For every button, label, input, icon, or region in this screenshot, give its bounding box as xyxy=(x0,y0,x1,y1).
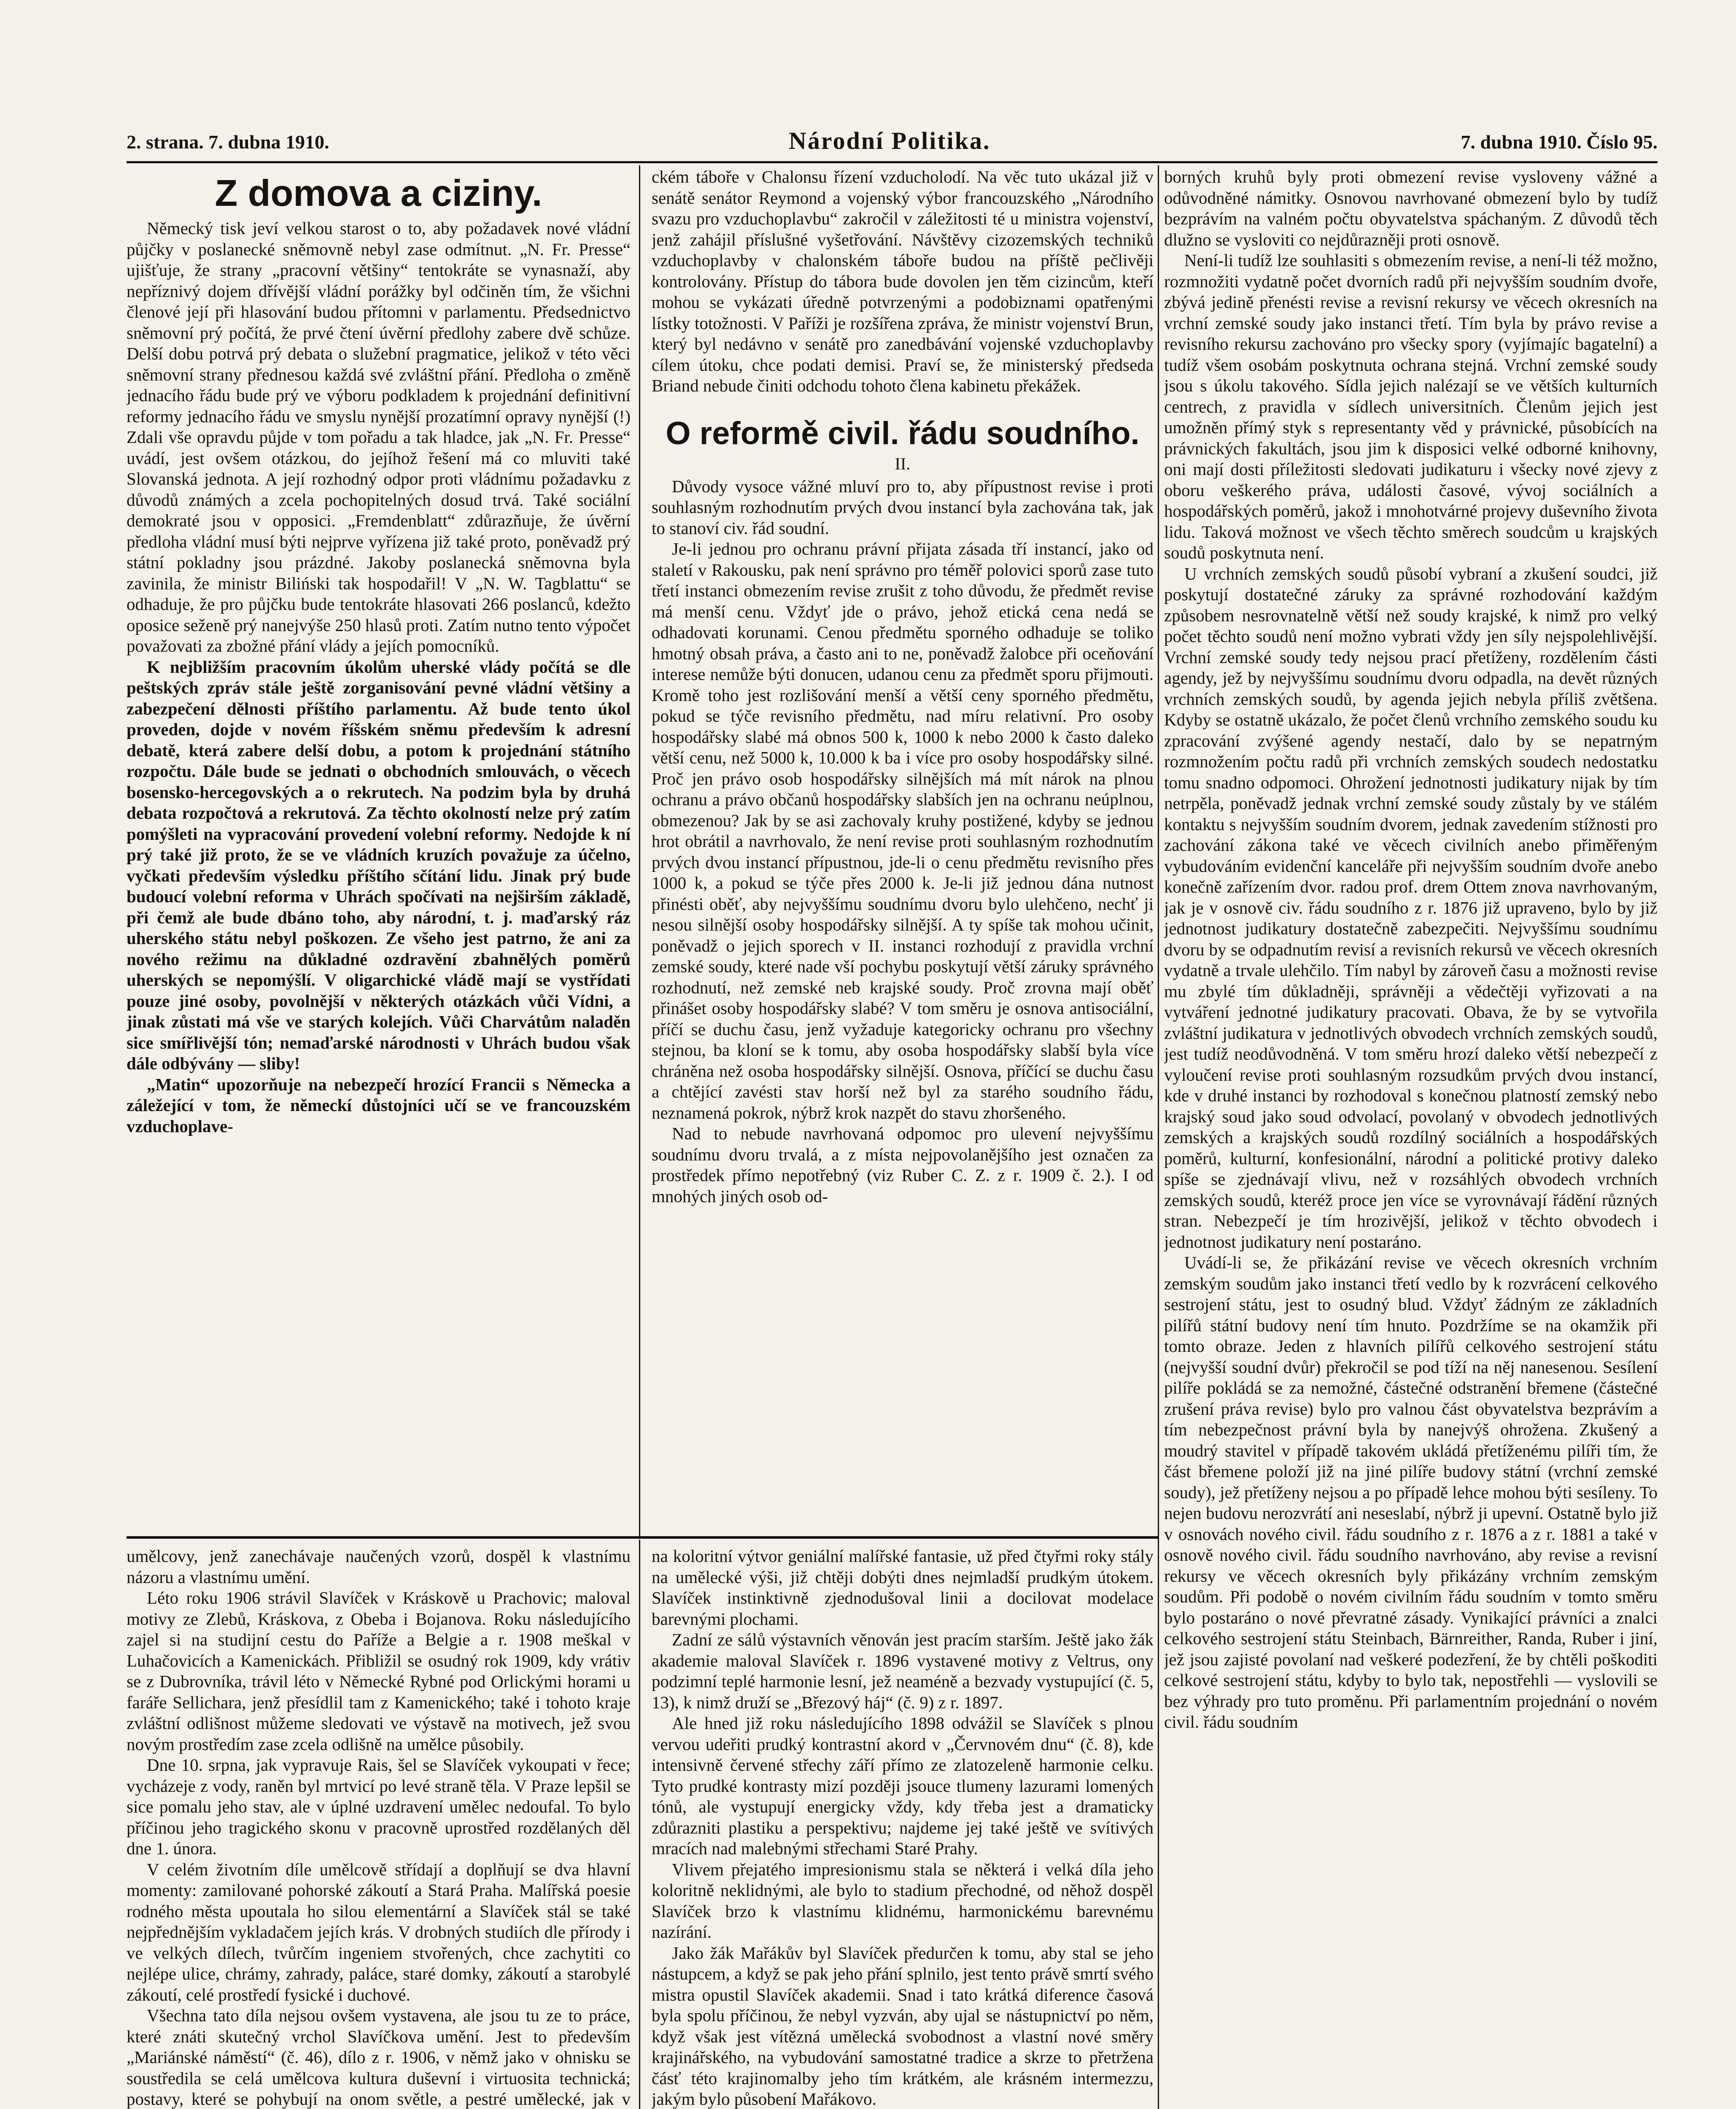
feuilleton-paragraph: Léto roku 1906 strávil Slavíček v Kráskově u Prachovic; maloval motivy ze Zlebů, Kráskova, z Obeba i Bojanova. Roku následujícího zajel si na studijní cestu do Paříže a Belgie a r. 1908 meškal v Luhačovicích a Kamenickách. Přibližil se osudný rok 1909, kdy vrátiv se z Dubrovníka, trávil léto v Německé Rybné pod Orlickými horami u faráře Sellichara, jenž přesídlil tam z Kamenického; také i tohoto kraje zvláštní odlišnost můžeme sledovati ve výstavě na motivech, jež svou novým prostředím zase zcela odlišně na umělce působily. xyxy=(127,1588,631,1754)
article-paragraph: Uvádí-li se, že přikázání revise ve věcech okresních vrchním zemským soudům jako instanci třetí vedlo by k rozvrácení celkového sestrojení státu, jest to osudný blud. Vždyť žádným ze základních pilířů státní budovy není tím hnuto. Pozdržíme se na okamžik při tomto obraze. Jeden z hlavních pilířů celkového sestrojení státu (nejvyšší soudní dvůr) překročil se pod tíží na něj nanesenou. Sesílení pilíře pokládá se za nemožné, částečné odstranění břemene (částečné zrušení práva revise) bylo pro valnou část obyvatelstva bezprávím a tím nebezpečnost právní byla by nanejvýš ohrožena. Zkušený a moudrý stavitel v případě takovém ukládá přetíženému pilíři tím, že část břemene položí již na jiné pilíře budovy státní (vrchní zemské soudy), jež přetíženy nejsou a po případě lehce mohou býti sesíleny. To nejen budovu nerozvrátí ani neseslabí, nýbrž ji upevní. Ostatně bylo již v osnovách nového civil. řádu soudního z r. 1876 a z r. 1881 a také v osnově nového civil. řádu soudního navrhováno, aby revise a revisní rekursy ve věcech okresních byly přikázány vrchním zemským soudům. Při podobě o novém civilním řádu soudním v tomto směru bylo postaráno o nové převratné zásady. Vynikající právníci a znalci celkového sestrojení státu Steinbach, Bärnreither, Randa, Ruber i jiní, jež jsou zajisté povolaní nad veškeré podezření, že by chtěli poškoditi celkové sestrojení státu, kdyby to bylo tak, nepostřehli — vyslovili se bez výhrady pro tuto proměnu. Při parlamentním projednání o novém civil. řádu soudním xyxy=(1164,1253,1658,1731)
feuilleton-paragraph: Dne 10. srpna, jak vypravuje Rais, šel se Slavíček vykoupati v řece; vycházeje z vody, raněn byl mrtvicí po levé straně těla. V Praze lepšil se sice pomalu jeho stav, ale v úplné uzdravení umělec nedoufal. To bylo příčinou jeho tragického skonu v pracovně uprostřed rozdělaných děl dne 1. února. xyxy=(127,1755,631,1858)
article-paragraph: ckém táboře v Chalonsu řízení vzducholodí. Na věc tuto ukázal již v senátě senátor Reymond a vojenský výbor francouzského „Národního svazu pro vzduchoplavbu“ zakročil v záležitosti té u ministra vojenství, jenž zahájil příslušné vyšetřování. Návštěvy cizozemských techniků vzduchoplavby v chalonském táboře budou na příště pečlivěji kontrolovány. Přístup do tábora bude dovolen jen těm cizincům, kteří mohou se vykázati úředně potvrzenými a podobiznami opatřenými lístky totožnosti. V Paříži je rozšířena zpráva, že ministr vojenství Brun, který byl nedávno v senátě pro zanedbávání vojenské vzduchoplavby cílem útoku, chce podati demisi. Praví se, že ministerský předseda Briand nebude činiti odchodu tohoto člena kabinetu překážek. xyxy=(652,167,1154,395)
section-headline: Z domova a ciziny. xyxy=(215,172,542,214)
article-paragraph: Není-li tudíž lze souhlasiti s obmezením revise, a není-li též možno, rozmnožiti vydatně počet dvorních radů při nejvyšším soudním dvoře, zbývá jedině přenésti revise a revisní rekursy ve věcech okresních na vrchní zemské soudy jako instanci třetí. Tím byla by právo revise a revisního rekursu zachováno pro všecky spory (vyjímajíc bagatelní) a tudíž všem osobám poskytnuta ochrana stejná. Vrchní zemské soudy jsou s úkolu takového. Sídla jejich nalézají se ve větších kulturních centrech, z pravidla v sídlech universitních. Členům jejich jest umožněn přímý styk s representanty věd y právnické, působících na právnických fakultách, jsou jim k disposici velké odborné knihovny, oni mají dosti příležitosti sledovati judikaturu i všecky nové zjevy z oboru veškerého práva, události časové, vývoj sociálních a hospodářských poměrů, jakož i mnohotvárné projevy duševního života lidu. Taková možnost ve všech těchto směrech soudcům u krajských soudů poskytnuta není. xyxy=(1164,251,1658,562)
article-paragraph: borných kruhů byly proti obmezení revise vysloveny vážné a odůvodněné námitky. Osnovou navrhované obmezení bylo by tudíž bezprávím na valném počtu obyvatelstva spáchaným. Z důvodů těch dlužno se vysloviti co nejdůrazněji proti osnově. xyxy=(1164,167,1658,249)
feuilleton-paragraph: V celém životním díle umělcově střídají a doplňují se dva hlavní momenty: zamilované pohorské zákoutí a Stará Praha. Malířská poesie rodného města upoutala ho silou elementární a Slavíček stál se také nejpřednějším vykladačem jejích krás. V drobných studiích dle přírody i ve velkých dílech, tvůrčím ingeniem stvořených, chce zachytiti co nejlépe ulice, chrámy, zahrady, paláce, staré domky, zákoutí a starobylé zákoutí, celé prostředí fysické i duchové. xyxy=(127,1859,631,2004)
article-paragraph: K nejbližším pracovním úkolům uherské vlády počítá se dle peštských zpráv stále ještě zorganisování pevné vládní většiny a zabezpečení dělnosti příštího parlamentu. Až bude tento úkol proveden, dojde v novém říšském sněmu především k adresní debatě, která zabere delší dobu, a potom k projednání státního rozpočtu. Dále bude se jednati o obchodních smlouvách, o věcech bosensko-hercegovských a o rekrutech. Na podzim byla by druhá debata rozpočtová a rekrutová. Za těchto okolností nelze prý zatím pomýšleti na vypracování provedení volební reformy. Nedojde k ní prý také již proto, že se ve vládních kruzích považuje za účelno, vyčkati především výsledku příštího sčítání lidu. Jinak prý bude budoucí volební reforma v Uhrách spočívati na nejširším základě, při čemž ale bude dbáno toho, aby národní, t. j. maďarský ráz uherského státu nebyl poškozen. Ze všeho jest patrno, že ani za nového režimu na důkladné ozdravění zbahnělých poměrů uherských se nepomýšlí. V oligarchické vládě mají se vystřídati pouze jiné osoby, povolnější v některých otázkách vůči Vídni, a jinak zůstati má vše ve starých kolejích. Vůči Charvátům naladěn sice smířlivější tón; nemaďarské národnosti v Uhrách budou však dále odbývány — sliby! xyxy=(127,657,631,1073)
feuilleton-rule xyxy=(127,1536,1158,1539)
header-date-and-issue: 7. dubna 1910. Číslo 95. xyxy=(1461,131,1658,153)
column-1 xyxy=(127,167,631,1525)
header-rule xyxy=(127,161,1658,163)
header-page-and-date: 2. strana. 7. dubna 1910. xyxy=(127,131,329,153)
article-paragraph: Je-li jednou pro ochranu právní přijata zásada tří instancí, jako od staletí v Rakousku, pak není správno pro téměř polovici sporů zase tuto třetí instanci obmezením revise zrušit z toho důvodu, že předmět revise má menší cenu. Vždyť jde o právo, jehož etická cena nedá se odhadovati korunami. Cenou předmětu sporného odhaduje se toliko hmotný obsah práva, a často ani to ne, poněvadž žalobce při oceňování interese nemůže býti donucen, udanou cenu za předmět sporu přijmouti. Kromě toho jest rozlišování menší a větší ceny sporného předmětu, pokud se týče revisního předmětu, nad míru relativní. Pro osoby hospodářsky slabé má obnos 500 k, 1000 k nebo 2000 k často daleko větší cenu, než 5000 k, 10.000 k ba i více pro osoby hospodářsky silné. Proč jen právo osob hospodářsky silnějších má mít nárok na plnou ochranu a právo občanů hospodářsky slabších jen na ochranu neúplnou, obmezenou? Jak by se asi zachovaly kruhy postižené, kdyby se jednou hrot obrátil a navrhovalo, že není revise proti souhlasným rozhodnutím prvých dvou instancí přípustnou, jde-li o cenu předmětu revisního přes 1000 k, a pokud se týče přes 2000 k. Je-li již jednou dána nutnost přinésti oběť, aby nejvyššímu soudnímu dvoru bylo ulehčeno, nechť ji nesou silnější osoby hospodářsky silnější. A ty spíše tak mohou učinit, poněvadž o jejich sporech v II. instanci rozhodují z pravidla vrchní zemské soudy, které nade vší pochybu poskytují větší záruky správného rozhodnutí, než zemské neb krajské soudy. Proč zrovna mají oběť přinášet osoby hospodářsky slabé? V tom směru je osnova antisociální, příčí se duchu času, jenž vyžaduje kategoricky ochranu pro všechny stejnou, ba kloní se k tomu, aby osoba hospodářsky slabší byla více chráněna než osoba hospodářsky silnější. Osnova, příčící se duchu času a chtějící zavésti stav horší než byl za starého soudního řádu, neznamená pokrok, nýbrž krok nazpět do stavu zhoršeného. xyxy=(652,539,1154,1122)
page-header xyxy=(127,127,1658,160)
article-headline: O reformě civil. řádu soudního. xyxy=(666,415,1140,451)
feuilleton-paragraph: Vlivem přejatého impresionismu stala se některá i velká díla jeho koloritně neklidnými, ale bylo to stadium přechodné, od něhož dospěl Slavíček brzo k vlastnímu klidnému, harmonickému barevnému nazírání. xyxy=(652,1859,1154,1942)
feuilleton-right xyxy=(652,1546,1154,2109)
feuilleton-paragraph: Všechna tato díla nejsou ovšem vystavena, ale jsou tu ze to práce, které znáti skutečný vrchol Slavíčkova umění. Jest to především „Mariánské náměstí“ (č. 46), dílo z r. 1906, v němž jako v ohnisku se soustředila se celá umělcova kultura duševní i virtuosita technická; postavy, které se pohybují na onom světle, a pestré umělecké, jak v xyxy=(127,2006,631,2109)
column-divider-1 xyxy=(639,165,640,1536)
column-3 xyxy=(1164,167,1658,2109)
column-2 xyxy=(652,167,1154,1516)
feuilleton-paragraph: na koloritní výtvor geniální malířské fantasie, už před čtyřmi roky stály na umělecké výši, již chtěji dobýti dnes nejmladší prudkým útokem. Slavíček instinktivně zjednodušoval linii a docilovat modelace barevnými plochami. xyxy=(652,1546,1154,1629)
article-part-number: II. xyxy=(895,454,911,473)
feuilleton-left xyxy=(127,1546,631,2109)
article-paragraph: Důvody vysoce vážné mluví pro to, aby přípustnost revise i proti souhlasným rozhodnutím prvých dvou instancí byla zachována tak, jak to stanoví civ. řád soudní. xyxy=(652,476,1154,538)
article-paragraph: Nad to nebude navrhovaná odpomoc pro ulevení nejvyššímu soudnímu dvoru trvalá, a z místa nejpovolanějšího jest označen za prostředek přímo nepotřebný (viz Ruber C. Z. z r. 1909 č. 2.). I od mnohých jiných osob od- xyxy=(652,1124,1154,1206)
article-paragraph: Německý tisk jeví velkou starost o to, aby požadavek nové vládní půjčky v poslanecké sněmovně nebyl zase odmítnut. „N. Fr. Presse“ ujišťuje, že strany „pracovní většiny“ tentokráte se vynasnaží, aby nepříznivý dojem dřívější vládní porážky byl odčiněn tím, že všichni členové její při hlasování budou přítomni v parlamentu. Předsednictvo sněmovní prý počítá, že prvé čtení úvěrní předlohy zabere dvě schůze. Delší dobu potrvá prý debata o služební pragmatice, jelikož v této věci sněmovní strany přednesou každá své zvláštní přání. Předloha o změně jednacího řádu bude prý ve výboru podkladem k projednání definitivní reformy jednacího řádu ve smyslu nynější prozatímní opravy nynější (!) Zdali vše opravdu půjde v tom pořadu a tak hladce, jak „N. Fr. Presse“ uvádí, jest ovšem otázkou, do jejíhož řešení má co mluviti také Slovanská jednota. A její rozhodný odpor proti vládnímu požadavku z důvodů známých a zcela pochopitelných dosud trvá. Také sociální demokraté jsou v opposici. „Fremdenblatt“ zdůrazňuje, že úvěrní předloha vládní musí býti nejprve vyřízena již také proto, poněvadž prý státní pokladny jsou prázdné. Jakoby poslanecká sněmovna byla zavinila, že ministr Biliński tak hospodařil! V „N. W. Tagblattu“ se odhaduje, že pro půjčku bude tentokráte hlasovati 266 poslanců, kdežto oposice seženě prý nanejvýše 250 hlasů proti. Zatím nutno tento výpočet považovati za zbožné přání vlády a jejích pomocníků. xyxy=(127,218,631,655)
feuilleton-paragraph: Jako žák Mařákův byl Slavíček předurčen k tomu, aby stal se jeho nástupcem, a když se pak jeho přání splnilo, jest tento právě smrtí svého mistra opustil Slavíček akademii. Snad i tato krátká diference časová byla spolu příčinou, že nebyl vyzván, aby ujal se nástupnictví po něm, když však jest vítězná umělecká svobodnost a vlastní nové směry krajinářského, na vybudování samostatné tradice a skrze to přetržena čásť této krajinomalby jeho tím krátkém, ale krásném intermezzu, jakým bylo působení Mařákovo. xyxy=(652,1943,1154,2109)
feuilleton-paragraph: Ale hned již roku následujícího 1898 odvážil se Slavíček s plnou vervou udeřiti prudký kontrastní akord v „Červnovém dnu“ (č. 8), kde intensivně červené střechy září přímo ze zlatozeleně harmonie celku. Tyto prudké kontrasty mizí později jsouce tlumeny lazurami lomených tónů, ale vystupují energicky vždy, kdy třeba jest a dramaticky zdůrazniti plastiku a perspektivu; najdeme jej také ještě ve svítivých mracích nad malebnými střechami Staré Prahy. xyxy=(652,1713,1154,1858)
article-paragraph: U vrchních zemských soudů působí vybraní a zkušení soudci, již poskytují dostatečné záruky za správné rozhodování každým způsobem nesrovnatelně větší než soudy krajské, k nimž pro velký počet těchto soudů není možno vybrati vždy jen síly nejspolehlivější. Vrchní zemské soudy tedy nejsou prací přetíženy, rozdělením části agendy, jež by nejvyššímu soudnímu dvoru odpadla, na devět různých vrchních zemských soudů, by agenda jejich nebyla příliš zvětšena. Kdyby se ostatně ukázalo, že počet členů vrchního zemského soudu ku zpracování zvýšené agendy nestačí, dalo by se nepatrným rozmnožením počtu radů při vrchních zemských soudech nedostatku tomu snadno odpomoci. Ohrožení jednotnosti judikatury nijak by tím netrpěla, poněvadž jednak vrchní zemské soudy zůstaly by ve stálém kontaktu s nejvyšším soudním dvorem, jednak zavedením stížnosti pro zachování zákona také ve věcech civilních anebo přiměřeným vybudováním evidenční kanceláře při nejvyšším soudním dvoře anebo konečně zařízením dvor. radou prof. drem Ottem znova navrhovaným, jak je v osnově civ. řádu soudního z r. 1876 již upraveno, bylo by již jednotnost judikatury dostatečně zabezpečiti. Nejvyššímu soudnímu dvoru by se odpadnutím revisí a revisních rekursů ve věcech okresních vydatně a trvale ulehčilo. Tím nabyl by zároveň času a možnosti revise mu zbylé tím důkladněji, správněji a vědečtěji vyřizovati a na vytváření jednotné judikatury pracovati. Obava, že by se vytvořila zvláštní judikatura v jednotlivých obvodech vrchních zemských soudů, jest tudíž neodůvodněná. V tom směru hrozí daleko větší nebezpečí z vyloučení revise proti souhlasným rozsudkům prvých dvou instancí, kde v druhé instanci by rozhodoval s konečnou platností zemský nebo krajský soud jako soud odvolací, povolaný v obvodech jednotlivých zemských a krajských soudů rozdílný sociálních a hospodářských poměrů, kulturní, konfesionální, národní a politické protivy daleko spíše se zjednávají vlivu, než v rozsáhlých obvodech vrchních zemských soudů, kteréž proce jen více se vyrovnávají řádění různých stran. Nebezpečí je tím hrozivější, jelikož v těchto obvodech i jednotnost judikatury není postaráno. xyxy=(1164,564,1658,1251)
feuilleton-paragraph: Zadní ze sálů výstavních věnován jest pracím starším. Ještě jako žák akademie maloval Slavíček r. 1896 vystavené motivy z Veltrus, ony podzimní teplé harmonie lesní, jež neaméně a bezvady vystupující (č. 5, 13), k nimž druží se „Březový háj“ (č. 9) z r. 1897. xyxy=(652,1630,1154,1712)
feuilleton-paragraph: umělcovy, jenž zanechávaje naučených vzorů, dospěl k vlastnímu názoru a vlastnímu umění. xyxy=(127,1546,631,1587)
masthead-title: Národní Politika. xyxy=(789,127,991,154)
article-paragraph: „Matin“ upozorňuje na nebezpečí hrozící Francii s Německa a záležející v tom, že německí důstojníci učí se ve francouzském vzduchoplave- xyxy=(127,1074,631,1136)
feuilleton-divider xyxy=(639,1540,640,2109)
column-divider-2 xyxy=(1158,165,1159,2109)
